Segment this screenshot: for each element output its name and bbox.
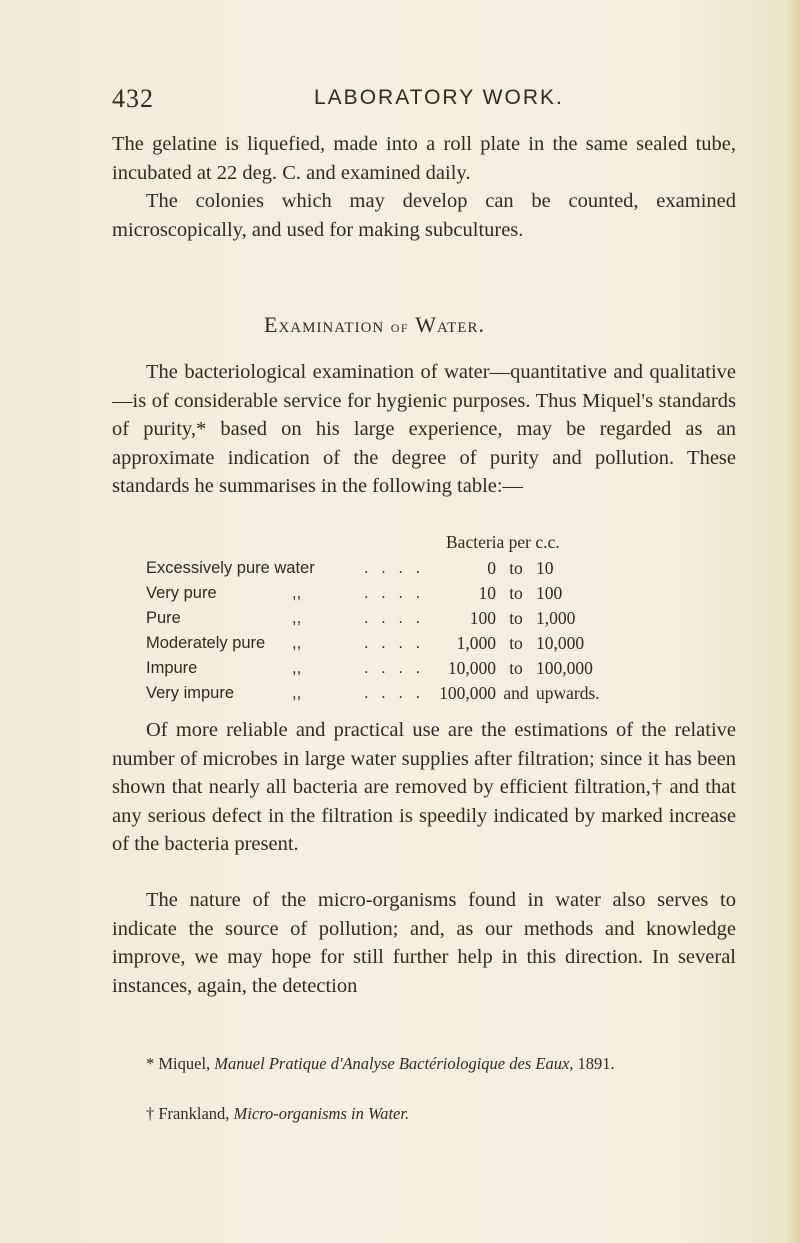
running-head: LABORATORY WORK.	[314, 86, 564, 109]
range-low: 10	[478, 583, 496, 603]
footnote-miquel	[112, 1052, 736, 1076]
table-row	[146, 631, 746, 656]
row-label: Moderately pure	[146, 634, 266, 652]
range-low: 100,000	[439, 683, 496, 703]
heading-word-examination: Examination	[264, 312, 385, 337]
footnote-frankland	[146, 1102, 786, 1126]
paragraph-bacteriological-examination: The bacteriological examination of water—quantitative and qualitative—is of considerable service for hygienic purposes. Thus Miquel's standards of purity,* based on his large experience, may be regarded as an approximate indication of the degree of purity and pollution. These standards he summarises in the following table:—	[112, 361, 736, 497]
paragraph-micro-organisms: The nature of the micro-organisms found in water also serves to indicate the source of pollution; and, as our methods and knowledge improve, we may hope for still further help in this direction. In several instances, again, the detection	[112, 889, 736, 997]
paragraph-gelatine: The gelatine is liquefied, made into a roll plate in the same sealed tube, incubated at 22 deg. C. and examined daily.	[112, 133, 736, 184]
row-range: 1,000 to 10,000	[428, 631, 536, 656]
row-ditto-mark: ,,	[292, 684, 302, 702]
page-edge-shadow	[786, 0, 800, 1243]
row-dots: . . . .	[364, 684, 425, 702]
range-low: 10,000	[447, 658, 496, 678]
range-low: 0	[487, 558, 496, 578]
table-title: Bacteria per c.c.	[446, 532, 560, 552]
row-range: 10 to 100	[428, 581, 536, 606]
row-dots: . . . .	[364, 634, 425, 652]
footnote-author: Miquel,	[158, 1054, 211, 1073]
section-heading	[264, 312, 485, 338]
heading-word-of: of	[390, 317, 410, 336]
page-header	[112, 84, 712, 118]
heading-word-water: Water.	[415, 312, 485, 337]
range-low: 100	[469, 608, 496, 628]
footnote-title: Manuel Pratique d'Analyse Bactériologique des Eaux,	[214, 1054, 574, 1073]
range-to: to	[509, 633, 523, 653]
row-ditto-mark: ,,	[292, 659, 302, 677]
row-label: Impure	[146, 659, 198, 677]
row-dots: . . . .	[364, 584, 425, 602]
row-range: 0 to 10	[428, 556, 536, 581]
footnote-title: Micro-organisms in Water.	[233, 1104, 410, 1123]
footnote-author: Frankland,	[158, 1104, 230, 1123]
row-dots: . . . .	[364, 559, 425, 577]
row-dots: . . . .	[364, 609, 425, 627]
table-row	[146, 681, 746, 706]
row-ditto-mark: ,,	[292, 634, 302, 652]
footnote-mark: *	[146, 1054, 155, 1073]
row-range: 10,000 to 100,000	[428, 656, 536, 681]
row-label: Excessively pure water	[146, 559, 315, 577]
row-range: 100,000 and upwards.	[428, 681, 536, 706]
row-label: Pure	[146, 609, 181, 627]
table-row	[146, 581, 746, 606]
row-ditto-mark: ,,	[292, 584, 302, 602]
footnote-year: 1891.	[577, 1054, 615, 1073]
paragraph-filtration: Of more reliable and practical use are the estimations of the relative number of microbes in large water supplies after filtration; since it has been shown that nearly all bacteria are removed by efficient filtration,† and that any serious defect in the filtration is speedily indicated by marked increase of the bacteria present.	[112, 719, 736, 855]
range-to: and	[503, 683, 529, 703]
range-to: to	[509, 583, 523, 603]
row-range: 100 to 1,000	[428, 606, 536, 631]
range-to: to	[509, 608, 523, 628]
table-row	[146, 606, 746, 631]
table-row	[146, 656, 746, 681]
table-row	[146, 556, 746, 581]
row-label: Very impure	[146, 684, 235, 702]
range-low: 1,000	[456, 633, 496, 653]
paragraph-colonies: The colonies which may develop can be counted, examined microscopically, and used for making subcultures.	[112, 190, 736, 241]
footnote-mark: †	[146, 1104, 155, 1123]
range-to: to	[509, 658, 523, 678]
row-label: Very pure	[146, 584, 217, 602]
page-number: 432	[112, 84, 154, 113]
row-dots: . . . .	[364, 659, 425, 677]
row-ditto-mark: ,,	[292, 609, 302, 627]
range-to: to	[509, 558, 523, 578]
